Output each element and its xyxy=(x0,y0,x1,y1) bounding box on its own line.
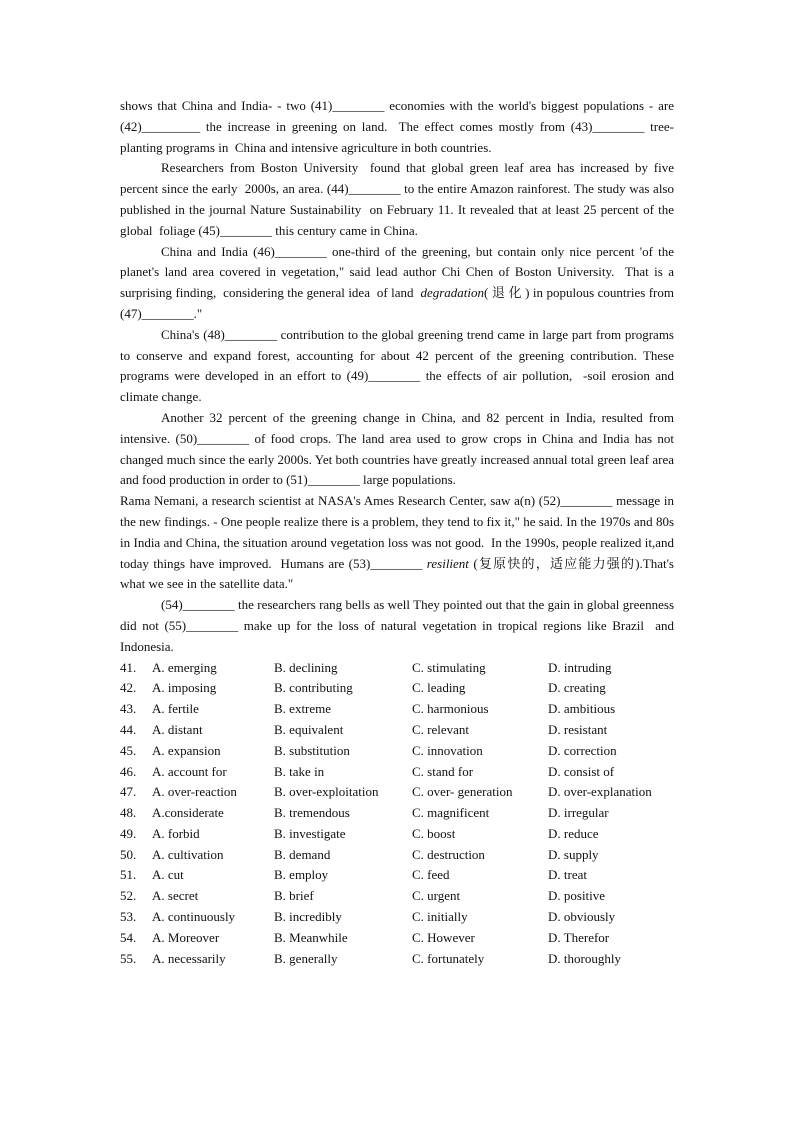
option-b: B. investigate xyxy=(274,825,346,841)
question-number: 41. xyxy=(120,659,137,675)
question-number: 42. xyxy=(120,680,137,696)
question-number: 53. xyxy=(120,909,137,925)
option-c: C. initially xyxy=(412,909,468,925)
option-d: D. positive xyxy=(548,888,606,904)
option-b: B. generally xyxy=(274,950,338,966)
option-row xyxy=(120,824,674,845)
question-number: 54. xyxy=(120,929,137,945)
question-number: 44. xyxy=(120,721,137,737)
option-a: A.considerate xyxy=(152,805,224,821)
option-d: D. thoroughly xyxy=(548,950,621,966)
passage-paragraph: China and India (46)________ one-third of the greening, but contain only nice percent 'of the planet's land area covered in vegetation," said lead author Chi Chen of Boston University. That is a surprising finding, considering the general idea of land degradation( 退 化 ) in populous countries from (47)________." xyxy=(120,243,678,321)
option-a: A. distant xyxy=(152,721,203,737)
option-d: D. Therefor xyxy=(548,929,610,945)
option-c: C. destruction xyxy=(412,846,485,862)
option-d: D. resistant xyxy=(548,721,608,737)
option-a: A. over-reaction xyxy=(152,784,237,800)
option-a: A. fertile xyxy=(152,701,199,717)
document-page xyxy=(120,96,678,969)
option-row xyxy=(120,741,674,762)
question-number: 46. xyxy=(120,763,137,779)
question-number: 50. xyxy=(120,846,137,862)
option-row xyxy=(120,720,674,741)
option-b: B. employ xyxy=(274,867,329,883)
passage-paragraph: Researchers from Boston University found that global green leaf area has increased by five percent since the early 2000s, an area. (44)________ to the entire Amazon rainforest. The study was also published in the journal Nature Sustainability on February 11. It revealed that at least 25 percent of the global foliage (45)________ this century came in China. xyxy=(120,160,678,238)
option-a: A. continuously xyxy=(152,909,236,925)
option-b: B. tremendous xyxy=(274,805,350,821)
passage-paragraph: shows that China and India- - two (41)________ economies with the world's biggest populations - are (42)_________ the increase in greening on land. The effect comes mostly from (43)________ tree-planting programs in China and intensive agriculture in both countries. xyxy=(120,98,678,155)
option-a: A. emerging xyxy=(152,659,217,675)
question-number: 52. xyxy=(120,888,137,904)
option-a: A. cultivation xyxy=(152,846,224,862)
question-number: 48. xyxy=(120,805,137,821)
option-d: D. supply xyxy=(548,846,599,862)
question-number: 47. xyxy=(120,784,137,800)
option-row xyxy=(120,699,674,720)
option-d: D. ambitious xyxy=(548,701,616,717)
option-b: B. Meanwhile xyxy=(274,929,348,945)
option-row xyxy=(120,782,674,803)
option-b: B. extreme xyxy=(274,701,332,717)
option-a: A. cut xyxy=(152,867,184,883)
passage-paragraph: Rama Nemani, a research scientist at NASA's Ames Research Center, saw a(n) (52)________ message in the new findings. - One people realize there is a problem, they tend to fix it," he said. In the 1970s and 80s in India and China, the situation around vegetation loss was not good. In the 1990s, people realized it,and today things have improved. Humans are (53)________ resilient (复原快的，适应能力强的).That's what we see in the satellite data." xyxy=(120,493,678,592)
option-row xyxy=(120,803,674,824)
question-number: 55. xyxy=(120,950,137,966)
option-c: C. stimulating xyxy=(412,659,486,675)
option-c: C. fortunately xyxy=(412,950,485,966)
options-table xyxy=(120,658,674,970)
option-d: D. irregular xyxy=(548,805,609,821)
option-b: B. contributing xyxy=(274,680,353,696)
option-c: C. stand for xyxy=(412,763,474,779)
option-row xyxy=(120,762,674,783)
option-row xyxy=(120,845,674,866)
passage xyxy=(120,96,678,658)
option-d: D. intruding xyxy=(548,659,612,675)
question-number: 43. xyxy=(120,701,137,717)
option-a: A. Moreover xyxy=(152,929,220,945)
passage-paragraph: Another 32 percent of the greening change in China, and 82 percent in India, resulted from intensive. (50)________ of food crops. The land area used to grow crops in China and India has not changed much since the early 2000s. Yet both countries have greatly increased annual total green leaf area and food production in order to (51)________ large populations. xyxy=(120,409,678,488)
option-row xyxy=(120,907,674,928)
question-number: 51. xyxy=(120,867,137,883)
option-d: D. consist of xyxy=(548,763,615,779)
option-row xyxy=(120,678,674,699)
option-row xyxy=(120,886,674,907)
option-c: C. However xyxy=(412,929,475,945)
option-b: B. incredibly xyxy=(274,909,342,925)
option-b: B. substitution xyxy=(274,742,350,758)
option-d: D. creating xyxy=(548,680,606,696)
option-d: D. obviously xyxy=(548,909,616,925)
option-a: A. forbid xyxy=(152,825,200,841)
option-c: C. relevant xyxy=(412,721,470,737)
option-d: D. correction xyxy=(548,742,617,758)
option-row xyxy=(120,865,674,886)
option-a: A. expansion xyxy=(152,742,221,758)
option-c: C. urgent xyxy=(412,888,461,904)
option-c: C. over- generation xyxy=(412,784,513,800)
option-d: D. reduce xyxy=(548,825,599,841)
option-c: C. feed xyxy=(412,867,450,883)
passage-paragraph: China's (48)________ contribution to the global greening trend came in large part from programs to conserve and expand forest, accounting for about 42 percent of the greening contribution. These programs were developed in an effort to (49)________ the effects of air pollution, -soil erosion and climate change. xyxy=(120,326,678,405)
option-c: C. boost xyxy=(412,825,456,841)
option-a: A. account for xyxy=(152,763,227,779)
option-b: B. take in xyxy=(274,763,325,779)
option-d: D. over-explanation xyxy=(548,784,652,800)
option-b: B. brief xyxy=(274,888,314,904)
option-b: B. declining xyxy=(274,659,338,675)
option-row xyxy=(120,658,674,679)
question-number: 45. xyxy=(120,742,137,758)
option-a: A. imposing xyxy=(152,680,217,696)
option-b: B. equivalent xyxy=(274,721,344,737)
option-row xyxy=(120,949,674,970)
option-a: A. necessarily xyxy=(152,950,226,966)
option-row xyxy=(120,928,674,949)
option-a: A. secret xyxy=(152,888,199,904)
option-b: B. demand xyxy=(274,846,331,862)
option-b: B. over-exploitation xyxy=(274,784,379,800)
passage-paragraph: (54)________ the researchers rang bells as well They pointed out that the gain in global greenness did not (55)________ make up for the loss of natural vegetation in tropical regions like Brazil and Indonesia. xyxy=(120,597,678,654)
option-c: C. leading xyxy=(412,680,466,696)
option-c: C. harmonious xyxy=(412,701,489,717)
option-c: C. magnificent xyxy=(412,805,490,821)
option-d: D. treat xyxy=(548,867,587,883)
question-number: 49. xyxy=(120,825,137,841)
option-c: C. innovation xyxy=(412,742,483,758)
